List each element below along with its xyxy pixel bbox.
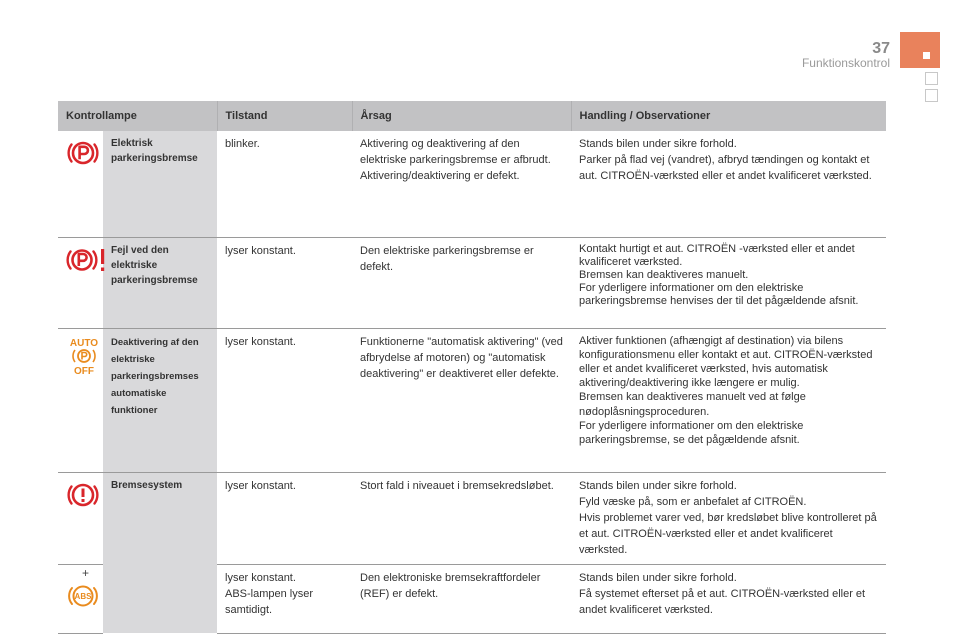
chapter-tab xyxy=(900,32,940,68)
auto-off-icon-top: AUTO xyxy=(69,337,99,349)
lamp-icon-cell xyxy=(58,237,103,328)
auto-off-icon-bottom: OFF xyxy=(74,365,94,377)
lamp-icon-cell xyxy=(58,472,103,564)
column-header-tilstand: Tilstand xyxy=(217,101,352,131)
lamp-state: lyser konstant. xyxy=(217,472,352,564)
lamp-cause: Den elektroniske bremsekraftfordeler (REF) er defekt. xyxy=(352,564,571,633)
section-title: Funktionskontrol xyxy=(801,56,890,70)
lamp-icon-cell xyxy=(58,131,103,237)
lamp-state: lyser konstant. xyxy=(217,237,352,328)
chapter-box-1 xyxy=(925,72,938,85)
lamp-cause: Stort fald i niveauet i bremsekredsløbet. xyxy=(352,472,571,564)
brake-warning-icon xyxy=(66,478,95,512)
lamp-name: Elektrisk parkeringsbremse xyxy=(103,131,217,237)
table-header-row xyxy=(58,101,886,131)
table-row xyxy=(58,237,886,328)
chapter-box-2 xyxy=(925,89,938,102)
auto-off-icon xyxy=(66,334,99,378)
warning-lamp-table xyxy=(58,101,886,634)
lamp-action: Stands bilen under sikre forhold. Parker på flad vej (vandret), afbryd tændingen og kontakt et aut. CITROËN-værksted eller et andet kvalificeret værksted. xyxy=(571,131,886,237)
parking-brake-fault-icon xyxy=(66,243,95,277)
lamp-state: blinker. xyxy=(217,131,352,237)
column-header-arsag: Årsag xyxy=(352,101,571,131)
lamp-state: lyser konstant. ABS-lampen lyser samtidigt. xyxy=(217,564,352,633)
lamp-icon-cell xyxy=(58,328,103,472)
abs-icon-text: ABS xyxy=(74,591,92,601)
page-number: 37 xyxy=(872,40,890,57)
abs-icon xyxy=(66,581,95,611)
column-header-kontrollampe: Kontrollampe xyxy=(58,101,217,131)
lamp-name: Fejl ved den elektriske parkeringsbremse xyxy=(103,237,217,328)
lamp-cause: Den elektriske parkeringsbremse er defekt. xyxy=(352,237,571,328)
table-row xyxy=(58,328,886,472)
lamp-name: Deaktivering af den elektriske parkeringsbremses automatiske funktioner xyxy=(103,328,217,472)
lamp-action: Stands bilen under sikre forhold. Fyld væske på, som er anbefalet af CITROËN. Hvis problemet varer ved, bør kredsløbet blive kontrolleret på et aut. CITROËN-værksted eller et andet kvalificeret værksted. xyxy=(571,472,886,564)
lamp-cause: Funktionerne "automatisk aktivering" (ved afbrydelse af motoren) og "automatisk deaktivering" er deaktiveret eller defekte. xyxy=(352,328,571,472)
table-row xyxy=(58,131,886,237)
lamp-action: Kontakt hurtigt et aut. CITROËN -værksted eller et andet kvalificeret værksted. Bremsen kan deaktiveres manuelt. For yderligere informationer om den elektriske parkeringsbremse henvises der til det pågældende afsnit. xyxy=(571,237,886,328)
parking-brake-p-icon xyxy=(66,136,95,170)
plus-sign: + xyxy=(82,565,90,580)
lamp-cause: Aktivering og deaktivering af den elektriske parkeringsbremse er afbrudt. Aktivering/deaktivering er defekt. xyxy=(352,131,571,237)
lamp-name: Bremsesystem xyxy=(103,472,217,633)
lamp-icon-cell xyxy=(58,564,103,633)
column-header-handling: Handling / Observationer xyxy=(571,101,886,131)
lamp-state: lyser konstant. xyxy=(217,328,352,472)
table-row xyxy=(58,472,886,564)
tab-marker-icon xyxy=(923,52,930,59)
lamp-action: Stands bilen under sikre forhold. Få systemet efterset på et aut. CITROËN-værksted eller et andet kvalificeret værksted. xyxy=(571,564,886,633)
lamp-action: Aktiver funktionen (afhængigt af destination) via bilens konfigurationsmenu eller kontakt et aut. CITROËN-værksted eller et andet kvalificeret værksted, hvis automatisk aktivering/deaktivering ikke længere er mulig. Bremsen kan deaktiveres manuelt ved at følge nødoplåsningsproceduren. For yderligere informationer om den elektriske parkeringsbremse, se det pågældende afsnit. xyxy=(571,328,886,472)
